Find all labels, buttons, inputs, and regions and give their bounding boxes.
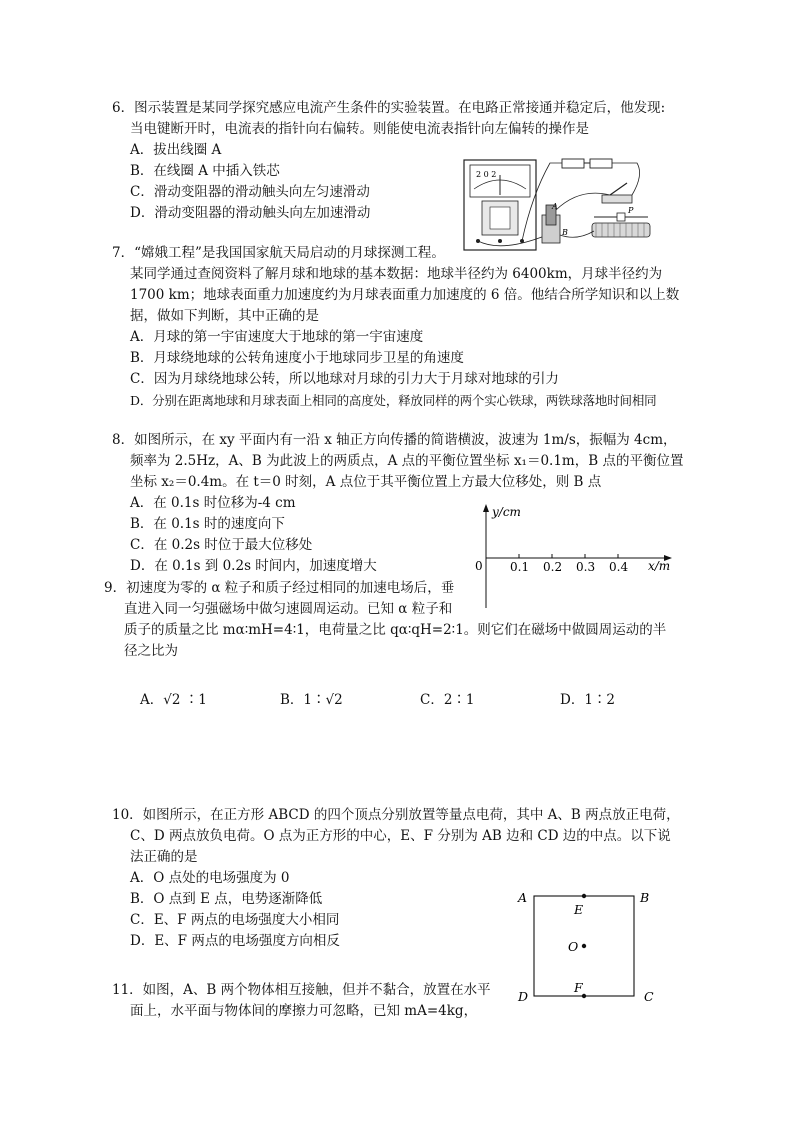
square-charges-figure [512, 885, 662, 1010]
y-axis-label: y/cm [492, 505, 521, 519]
q10-option-b: B．O 点到 E 点，电势逐渐降低 [130, 891, 323, 907]
q9-options [140, 690, 680, 711]
q8-option-a: A．在 0.1s 时位移为-4 cm [130, 495, 296, 511]
q8-option-d: D．在 0.1s 到 0.2s 时间内，加速度增大 [130, 558, 377, 574]
q9-stem-line-4: 径之比为 [124, 643, 178, 659]
coil-a-label: A [552, 202, 558, 211]
q7-stem-line-1: 7．“嫦娥工程”是我国国家航天局启动的月球探测工程。 [112, 245, 445, 261]
point-e [582, 894, 586, 898]
x-tick-label: 0.4 [609, 560, 629, 574]
question-9 [104, 578, 679, 662]
label-e: E [574, 902, 584, 917]
q7-option-a: A．月球的第一宇宙速度大于地球的第一宇宙速度 [130, 329, 424, 345]
x-tick-label: 0.1 [510, 560, 530, 574]
q7-stem-line-2: 某同学通过查阅资料了解月球和地球的基本数据：地球半径约为 6400km，月球半径约为 [130, 266, 663, 282]
label-f: F [574, 980, 583, 995]
switch-icon [602, 195, 632, 203]
q6-option-a: A．拔出线圈 A [130, 142, 222, 158]
label-d: D [518, 989, 529, 1004]
q8-option-c: C．在 0.2s 时位于最大位移处 [130, 537, 313, 553]
q7-stem-line-4: 据，做如下判断，其中正确的是 [130, 308, 319, 324]
q7-stem-line-3: 1700 km；地球表面重力加速度约为月球表面重力加速度的 6 倍。他结合所学知识和以上数 [130, 287, 680, 303]
q9-stem-line-1: 9．初速度为零的 α 粒子和质子经过相同的加速电场后，垂 [104, 580, 455, 596]
q9-option-c: C．2∶1 [420, 692, 475, 708]
q8-option-b: B．在 0.1s 时的速度向下 [130, 516, 285, 532]
origin-label: 0 [475, 559, 483, 573]
q7-option-c: C．因为月球绕地球公转，所以地球对月球的引力大于月球对地球的引力 [130, 371, 559, 387]
q10-stem-line-3: 法正确的是 [130, 849, 198, 865]
q6-option-d: D．滑动变阻器的滑动触头向左加速滑动 [130, 205, 371, 221]
question-7 [112, 243, 687, 411]
induction-apparatus-figure [462, 155, 662, 255]
rheostat-label: P [628, 206, 634, 215]
q10-option-d: D．E、F 两点的电场强度方向相反 [130, 933, 340, 949]
question-11 [112, 980, 512, 1022]
battery-icon [562, 159, 584, 168]
q10-stem-line-2: C、D 两点放负电荷。O 点为正方形的中心，E、F 分别为 AB 边和 CD 边的中点。以下说 [130, 828, 671, 844]
q10-stem-line-1: 10．如图所示，在正方形 ABCD 的四个顶点分别放置等量点电荷，其中 A、B 两点放正电荷， [112, 807, 680, 823]
q11-stem-line-1: 11．如图，A、B 两个物体相互接触，但并不黏合，放置在水平 [112, 982, 491, 998]
x-tick-label: 0.3 [576, 560, 596, 574]
label-b: B [640, 890, 650, 905]
q9-stem-line-2: 直进入同一匀强磁场中做匀速圆周运动。已知 α 粒子和 [124, 601, 453, 617]
q10-option-c: C．E、F 两点的电场强度大小相同 [130, 912, 340, 928]
q9-option-b: B．1∶√2 [280, 692, 343, 708]
q6-option-c: C．滑动变阻器的滑动触头向左匀速滑动 [130, 184, 370, 200]
q11-stem-line-2: 面上，水平面与物体间的摩擦力可忽略，已知 mA=4kg， [130, 1003, 478, 1019]
rheostat-icon [592, 223, 650, 237]
label-a: A [518, 890, 528, 905]
q6-option-b: B．在线圈 A 中插入铁芯 [130, 163, 280, 179]
q9-stem-line-3: 质子的质量之比 mα∶mH=4∶1，电荷量之比 qα∶qH=2∶1。则它们在磁场中做圆周运动的半 [124, 622, 667, 638]
q10-option-a: A．O 点处的电场强度为 0 [130, 870, 290, 886]
q8-stem-line-3: 坐标 x₂＝0.4m。在 t＝0 时刻，A 点位于其平衡位置上方最大位移处，则 B 点 [130, 474, 602, 490]
q7-option-d: D．分别在距离地球和月球表面上相同的高度处，释放同样的两个实心铁球，两铁球落地时间相同 [130, 393, 657, 408]
q6-stem-line-1: 6．图示装置是某同学探究感应电流产生条件的实验装置。在电路正常接通并稳定后，他发现: [112, 100, 666, 116]
q6-stem-line-2: 当电键断开时，电流表的指针向右偏转。则能使电流表指针向左偏转的操作是 [130, 121, 589, 137]
q8-stem-line-2: 频率为 2.5Hz，A、B 为此波上的两质点，A 点的平衡位置坐标 x₁＝0.1m，B 点的平衡位置 [130, 453, 684, 469]
coil-b-label: B [562, 228, 568, 237]
x-tick-label: 0.2 [543, 560, 563, 574]
ammeter-scale: 2 0 2 [476, 170, 497, 179]
point-o [582, 944, 586, 948]
label-c: C [644, 989, 654, 1004]
q7-option-b: B．月球绕地球的公转角速度小于地球同步卫星的角速度 [130, 350, 464, 366]
q9-option-d: D．1∶2 [560, 692, 616, 708]
q8-stem-line-1: 8．如图所示，在 xy 平面内有一沿 x 轴正方向传播的简谐横波，波速为 1m/s，振幅为 4cm， [112, 432, 677, 448]
label-o: O [568, 939, 579, 954]
x-axis-label: x/m [648, 559, 671, 573]
q9-option-a: A．√2 ∶1 [140, 692, 207, 708]
